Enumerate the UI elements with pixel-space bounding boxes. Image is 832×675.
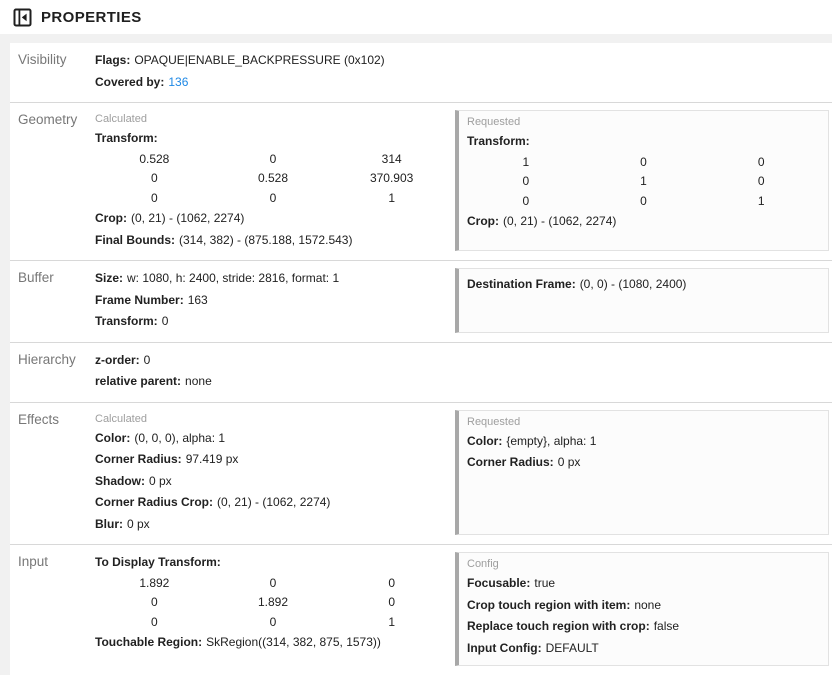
transform-value: 0 [161,314,169,328]
flags-value: OPAQUE|ENABLE_BACKPRESSURE (0x102) [134,53,385,67]
buffer-requested-group [455,268,829,333]
property-row-crop-touch-region [467,595,820,617]
section-effects-label: Effects [18,411,60,427]
matrix-cell: 0 [640,193,647,208]
property-row-transform [467,131,820,153]
touchable-region-label: Touchable Region: [95,635,203,649]
section-hierarchy-content [95,350,832,393]
property-row-focusable [467,573,820,595]
covered-by-link[interactable]: 136 [168,74,189,89]
shadow-label: Shadow: [95,473,145,488]
property-row-color [95,428,455,450]
property-row-corner-radius [95,449,455,471]
replace-touch-region-value: false [653,619,680,633]
frame-number-value: 163 [187,292,208,307]
section-buffer-label: Buffer [18,270,54,285]
shadow-value: 0 px [149,473,172,488]
transform-label: Transform: [95,314,158,328]
section-visibility-content [95,50,832,93]
z-order-value: 0 [143,352,151,367]
matrix-cell: 1 [757,193,765,208]
color-label: Color: [95,430,131,445]
crop-value: (0, 21) - (1062, 2274) [503,214,617,228]
geometry-requested-group [455,110,829,251]
buffer-requested-column [455,268,829,333]
matrix-cell: 0 [150,595,158,609]
transform-label: Transform: [467,134,530,148]
matrix-cell: 1 [640,174,647,188]
section-buffer [10,261,832,343]
blur-value: 0 px [127,516,150,531]
corner-radius-crop-label: Corner Radius Crop: [95,495,214,509]
to-display-transform-label: To Display Transform: [95,555,221,569]
transform-label: Transform: [95,131,158,145]
requested-group-label: Requested [467,415,521,428]
matrix-cell: 1 [388,614,395,629]
calculated-group-label: Calculated [95,113,147,125]
matrix-cell: 0 [269,575,277,590]
covered-by-label: Covered by: [95,74,165,89]
input-properties [95,552,455,666]
property-sections [10,43,832,675]
property-row-replace-touch-region [467,616,820,638]
flags-label: Flags: [95,53,131,67]
corner-radius-label: Corner Radius: [95,452,182,466]
matrix-cell: 0 [640,154,647,169]
size-value: w: 1080, h: 2400, stride: 2816, format: 1 [127,271,340,285]
property-row-input-config [467,638,820,660]
panel-title: PROPERTIES [41,8,142,26]
matrix-cell: 0 [522,174,530,188]
corner-radius-value: 97.419 px [185,452,239,466]
visibility-properties [95,50,832,93]
matrix-cell: 0 [269,151,277,166]
matrix-cell: 1 [522,154,530,169]
property-row-destination-frame [467,274,820,296]
section-geometry-content [95,110,832,251]
final-bounds-label: Final Bounds: [95,232,175,247]
section-hierarchy [10,343,832,403]
section-input-content [95,552,832,666]
matrix-cell: 0 [757,154,765,169]
section-hierarchy-label: Hierarchy [18,351,76,367]
final-bounds-value: (314, 382) - (875.188, 1572.543) [179,232,353,247]
section-input-label: Input [18,554,49,569]
matrix-cell: 1 [388,190,395,205]
property-row-touchable-region [95,632,455,654]
property-row-relative-parent [95,371,832,393]
property-row-crop [467,211,820,233]
requested-group-label: Requested [467,116,521,128]
touchable-region-value: SkRegion((314, 382, 875, 1573)) [206,635,381,649]
matrix-cell: 0 [388,575,395,590]
property-row-frame-number [95,290,455,312]
input-config-value: DEFAULT [545,640,599,655]
geometry-calculated-group [95,110,455,251]
color-label: Color: [467,433,503,448]
to-display-transform-matrix [95,574,451,633]
effects-requested-column [455,410,829,536]
matrix-cell: 0 [150,190,158,205]
section-geometry [10,103,832,261]
color-value: {empty}, alpha: 1 [506,433,597,448]
color-value: (0, 0, 0), alpha: 1 [134,430,226,445]
z-order-label: z-order: [95,352,140,367]
calculated-group-label: Calculated [95,412,147,425]
crop-value: (0, 21) - (1062, 2274) [131,211,245,225]
input-config-group [455,552,829,666]
property-row-final-bounds [95,230,455,252]
effects-requested-group [455,410,829,536]
property-row-z-order [95,350,832,372]
section-effects-content [95,410,832,536]
property-row-transform [95,311,455,333]
matrix-cell: 0 [269,614,277,629]
property-row-color [467,431,820,453]
property-row-corner-radius-crop [95,492,455,514]
blur-label: Blur: [95,516,123,531]
property-row-flags [95,50,832,72]
property-row-crop [95,208,455,230]
section-input [10,545,832,675]
property-row-to-display-transform [95,552,455,574]
crop-touch-region-label: Crop touch region with item: [467,597,631,612]
crop-label: Crop: [467,214,499,228]
matrix-cell: 1.892 [257,595,288,609]
matrix-cell: 0 [757,174,765,188]
matrix-cell: 0.528 [257,171,288,185]
section-visibility-label: Visibility [18,52,67,67]
properties-header [0,0,832,34]
config-group-label: Config [467,558,499,570]
size-label: Size: [95,271,124,285]
focusable-label: Focusable: [467,576,531,590]
property-row-corner-radius [467,452,820,474]
buffer-properties [95,268,455,333]
property-row-transform [95,128,455,150]
calculated-transform-matrix [95,150,451,209]
input-config-column [455,552,829,666]
geometry-requested-column [455,110,829,251]
input-config-label: Input Config: [467,640,542,655]
matrix-cell: 0 [150,171,158,185]
matrix-cell: 0 [150,614,158,629]
property-row-covered-by [95,72,832,94]
section-buffer-content [95,268,832,333]
crop-label: Crop: [95,211,127,225]
destination-frame-value: (0, 0) - (1080, 2400) [579,277,687,291]
relative-parent-value: none [185,374,212,388]
focusable-value: true [534,576,556,590]
matrix-cell: 0 [522,193,530,208]
property-row-shadow [95,471,455,493]
header-divider-band [0,34,832,43]
relative-parent-label: relative parent: [95,374,182,388]
frame-number-label: Frame Number: [95,292,184,307]
corner-radius-label: Corner Radius: [467,455,554,469]
properties-body [0,43,832,675]
section-geometry-label: Geometry [18,112,78,127]
matrix-cell: 0 [269,190,277,205]
destination-frame-label: Destination Frame: [467,277,576,291]
matrix-cell: 1.892 [139,575,170,590]
replace-touch-region-label: Replace touch region with crop: [467,619,650,633]
property-row-blur [95,514,455,536]
crop-touch-region-value: none [634,597,662,612]
matrix-cell: 0.528 [139,151,170,166]
section-effects [10,403,832,546]
properties-panel-icon [13,8,32,27]
corner-radius-crop-value: (0, 21) - (1062, 2274) [217,495,331,509]
hierarchy-properties [95,350,832,393]
matrix-cell: 370.903 [369,171,414,185]
corner-radius-value: 0 px [557,455,581,469]
property-row-size [95,268,455,290]
effects-calculated-group [95,410,455,536]
matrix-cell: 0 [388,595,395,609]
section-visibility [10,43,832,103]
matrix-cell: 314 [381,151,402,166]
requested-transform-matrix [467,153,820,212]
left-gutter [0,43,10,675]
